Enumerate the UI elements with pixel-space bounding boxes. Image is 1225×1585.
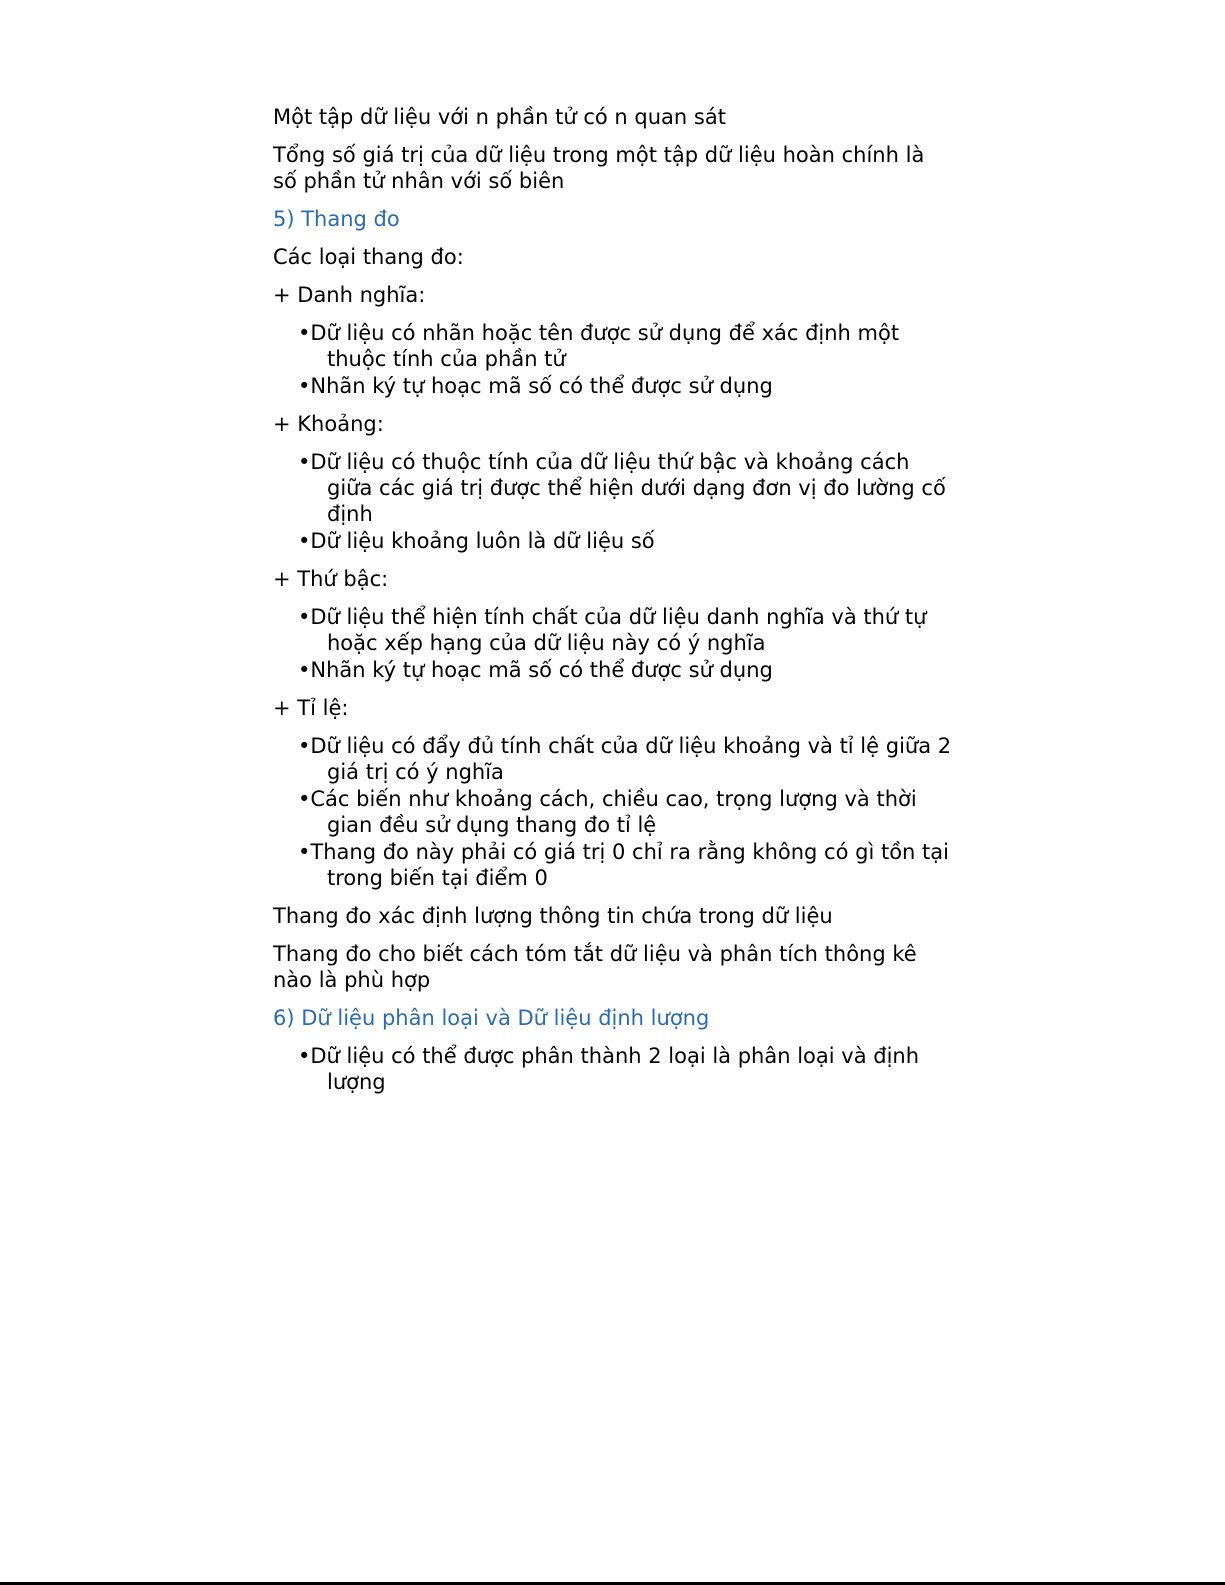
list-ordinal [273,604,953,683]
bullet-icon: • [298,1044,311,1068]
list-item: •Dữ liệu có đẩy đủ tính chất của dữ liệu khoảng và tỉ lệ giữa 2 giá trị có ý nghĩa [298,734,952,784]
document-body [273,104,953,1107]
list-item: •Dữ liệu có thuộc tính của dữ liệu thứ bậc và khoảng cách giữa các giá trị được thể hiện dưới dạng đơn vị đo lường cố định [298,450,946,526]
heading-scales: 5) Thang đo [273,207,400,231]
paragraph-scale-info: Thang đo xác định lượng thông tin chứa trong dữ liệu [273,904,833,928]
list-ratio [273,733,953,891]
bullet-icon: • [298,450,311,474]
paragraph-scale-analysis: Thang đo cho biết cách tóm tắt dữ liệu và phân tích thông kê nào là phù hợp [273,942,917,992]
list-item: •Dữ liệu có nhãn hoặc tên được sử dụng để xác định một thuộc tính của phần tử [298,321,900,371]
bullet-icon: • [298,840,311,864]
list-item: •Dữ liệu có thể được phân thành 2 loại là phân loại và định lượng [298,1044,920,1094]
subheading-ratio: + Tỉ lệ: [273,696,349,720]
bullet-icon: • [298,734,311,758]
bullet-icon: • [298,605,311,629]
bullet-icon: • [298,321,311,345]
list-interval [273,449,953,554]
subheading-interval: + Khoảng: [273,412,384,436]
list-nominal [273,320,953,399]
list-item: •Nhãn ký tự hoạc mã số có thể được sử dụng [298,374,773,398]
heading-categorical-quantitative: 6) Dữ liệu phân loại và Dữ liệu định lượng [273,1006,710,1030]
list-item: •Nhãn ký tự hoạc mã số có thể được sử dụng [298,658,773,682]
list-item: •Dữ liệu khoảng luôn là dữ liệu số [298,529,655,553]
bullet-icon: • [298,529,311,553]
bullet-icon: • [298,658,311,682]
paragraph-observations: Một tập dữ liệu với n phần tử có n quan sát [273,105,726,129]
list-data-types [273,1043,953,1095]
paragraph-total-values: Tổng số giá trị của dữ liệu trong một tập dữ liệu hoàn chính là số phần tử nhân với số biên [273,143,925,193]
list-item: •Thang đo này phải có giá trị 0 chỉ ra rằng không có gì tồn tại trong biến tại điểm 0 [298,840,949,890]
subheading-ordinal: + Thứ bậc: [273,567,389,591]
list-item: •Dữ liệu thể hiện tính chất của dữ liệu danh nghĩa và thứ tự hoặc xếp hạng của dữ liệu này có ý nghĩa [298,605,927,655]
list-item: •Các biến như khoảng cách, chiều cao, trọng lượng và thời gian đều sử dụng thang đo tỉ lệ [298,787,917,837]
bullet-icon: • [298,374,311,398]
paragraph-scale-types: Các loại thang đo: [273,245,464,269]
bullet-icon: • [298,787,311,811]
subheading-nominal: + Danh nghĩa: [273,283,426,307]
